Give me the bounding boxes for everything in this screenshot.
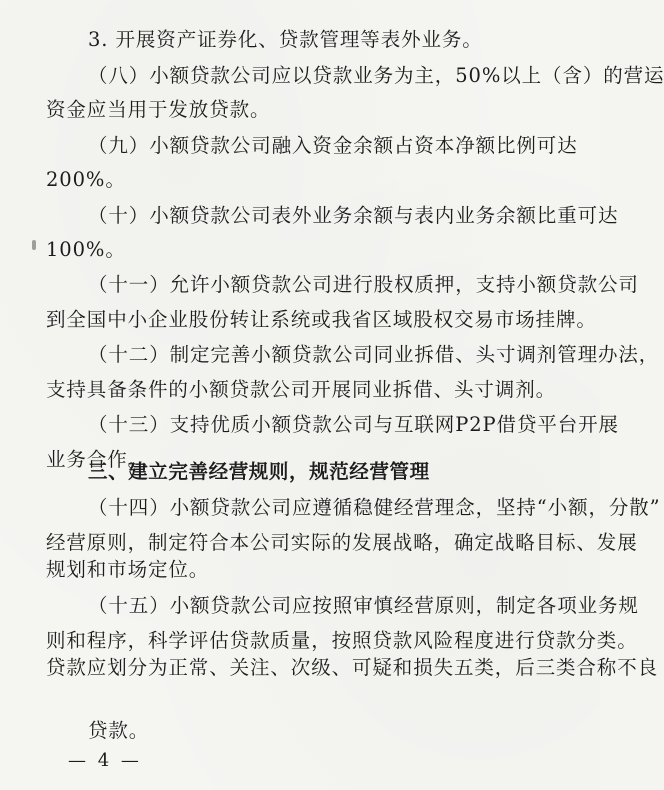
text-line: 贷款应划分为正常、关注、次级、可疑和损失五类，后三类合称不良 bbox=[46, 656, 659, 679]
text-line: （十三）支持优质小额贷款公司与互联网P2P借贷平台开展 bbox=[88, 413, 619, 436]
text-line: （十二）制定完善小额贷款公司同业拆借、头寸调剂管理办法， bbox=[88, 343, 660, 366]
text-line: 3. 开展资产证券化、贷款管理等表外业务。 bbox=[88, 28, 483, 51]
text-line: 到全国中小企业股份转让系统或我省区域股权交易市场挂牌。 bbox=[46, 308, 597, 331]
text-line: 200%。 bbox=[46, 168, 126, 191]
text-line: 资金应当用于发放贷款。 bbox=[46, 98, 271, 121]
text-line: （八）小额贷款公司应以贷款业务为主，50%以上（含）的营运 bbox=[88, 64, 664, 87]
section-heading: 三、建立完善经营规则，规范经营管理 bbox=[88, 460, 430, 483]
text-line: （十五）小额贷款公司应按照审慎经营原则，制定各项业务规 bbox=[88, 594, 639, 617]
page-number: — 4 — bbox=[68, 750, 142, 771]
text-line: （十）小额贷款公司表外业务余额与表内业务余额比重可达 bbox=[88, 204, 619, 227]
text-line: （十一）允许小额贷款公司进行股权质押，支持小额贷款公司 bbox=[88, 273, 639, 296]
text-line: 支持具备条件的小额贷款公司开展同业拆借、头寸调剂。 bbox=[46, 378, 557, 401]
text-line: 100%。 bbox=[46, 238, 126, 261]
punch-mark bbox=[32, 240, 36, 250]
text-line: 业务合作。 bbox=[46, 448, 149, 471]
text-line: 贷款。 bbox=[88, 719, 150, 742]
text-line: 经营原则，制定符合本公司实际的发展战略，确定战略目标、发展 bbox=[46, 531, 638, 554]
text-line: 则和程序，科学评估贷款质量，按照贷款风险程度进行贷款分类。 bbox=[46, 629, 638, 652]
text-line: （九）小额贷款公司融入资金余额占资本净额比例可达 bbox=[88, 134, 578, 157]
text-line: （十四）小额贷款公司应遵循稳健经营理念，坚持“小额，分散” bbox=[88, 496, 661, 519]
text-line: 规划和市场定位。 bbox=[46, 558, 210, 581]
